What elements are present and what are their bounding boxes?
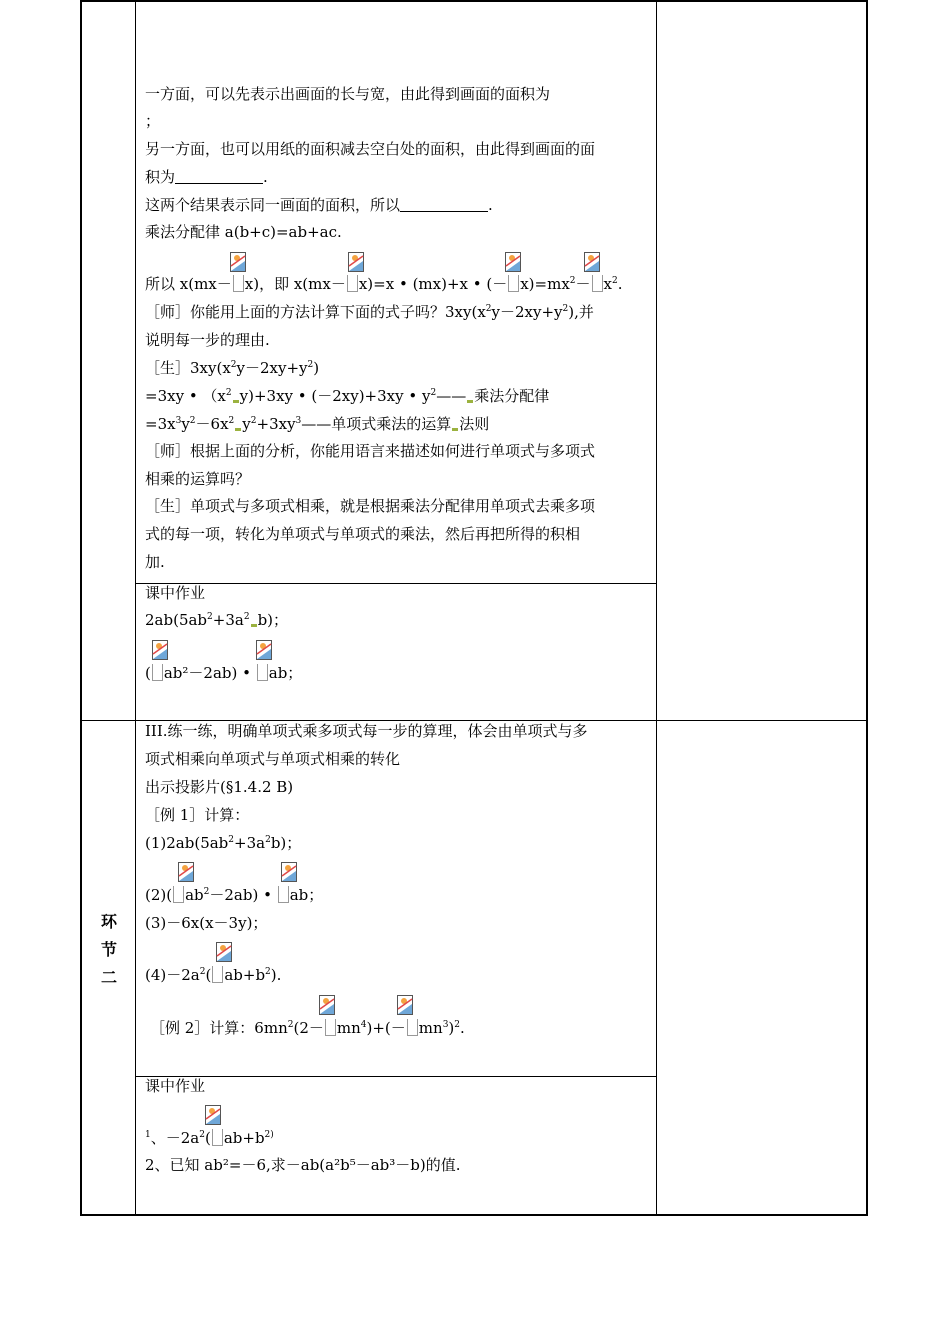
text-run: ［例 2］计算：6mn	[150, 1019, 288, 1037]
table-border-top	[80, 0, 868, 2]
paragraph-line: ［生$]3xy(x^2y-2xy+y^2)$	[145, 359, 320, 377]
table-border-bottom	[80, 1214, 868, 1216]
text-run: ［生］3xy(x	[145, 359, 231, 377]
paragraph-line: III.练一练，明确单项式乘多项式每一步的算理，体会由单项式与多	[145, 722, 588, 740]
fraction-image-icon	[205, 1105, 221, 1125]
homework-item: 2、已知 ab²=－6,求－ab(a²b⁵－ab³－b)的值.	[145, 1156, 461, 1174]
homework-title: 课中作业	[145, 584, 206, 602]
fraction-box	[173, 886, 184, 903]
row-divider	[135, 1076, 657, 1077]
homework-item: ( ab²－2ab) • ab；	[145, 664, 303, 682]
fraction-box	[508, 275, 519, 292]
section-label-char: 节	[100, 940, 117, 959]
fraction-image-icon	[256, 640, 272, 660]
example-title: ［例 1］计算：	[145, 806, 250, 824]
fraction-box	[592, 275, 603, 292]
paragraph-line: 相乘的运算吗？	[145, 470, 251, 488]
paragraph-line: ；	[145, 112, 161, 130]
text-run: =3x	[145, 415, 176, 433]
fraction-box	[212, 1129, 223, 1146]
fill-blank	[175, 169, 263, 184]
text-run: ab²－2ab) •	[163, 664, 251, 682]
fraction-image-icon	[216, 942, 232, 962]
text-run: ［师］你能用上面的方法计算下面的式子吗？3xy(x	[145, 303, 486, 321]
paragraph-line: ［师］根据上面的分析，你能用语言来描述如何进行单项式与多项式	[145, 442, 596, 460]
fill-blank	[400, 197, 488, 212]
fraction-image-icon	[178, 862, 194, 882]
homework-item: $2ab(5ab^2+3a^2$ b)；	[145, 611, 289, 629]
example-item: $(4)-2a^2$( $ab+b^2$).	[145, 966, 282, 984]
text-run: 2ab(5ab	[145, 611, 208, 629]
paragraph-line: 乘法分配律 a(b+c)=ab+ac.	[145, 223, 342, 241]
fraction-box	[325, 1019, 336, 1036]
example-item: (3)－6x(x－3y)；	[145, 914, 268, 932]
fraction-image-icon	[152, 640, 168, 660]
formula-line: 所以 x(mx－ x)，即 x(mx－ x)=x • (mx)+x • (－ $x)=mx^2- x^2$.	[145, 275, 623, 293]
text-run: 这两个结果表示同一画面的面积，所以	[145, 196, 401, 214]
paragraph-line: 项式相乘向单项式与单项式相乘的转化	[145, 750, 401, 768]
fraction-box	[257, 664, 268, 681]
homework-item: $^1$、$-2a^2$( $ab+b^{2)}$	[145, 1129, 274, 1147]
example-item: (2)( $ab^2-2ab$) • ab；	[145, 886, 324, 904]
fraction-image-icon	[584, 252, 600, 272]
text-run: 所以 x(mx－	[145, 275, 232, 293]
homework-title: 课中作业	[145, 1077, 206, 1095]
table-column-divider	[656, 0, 657, 1216]
section-label-char: 二	[100, 968, 117, 987]
table-border-left	[80, 0, 82, 1216]
paragraph-line: 加.	[145, 553, 165, 571]
paragraph-line: 说明每一步的理由.	[145, 331, 270, 349]
fraction-box	[212, 966, 223, 983]
paragraph-line: 一方面，可以先表示出画面的长与宽，由此得到画面的面积为	[145, 85, 551, 103]
paragraph-line: 积为 .	[145, 168, 268, 186]
paragraph-line: 出示投影片(§1.4.2 B)	[145, 778, 294, 796]
fraction-image-icon	[319, 995, 335, 1015]
paragraph-line: =3xy • （$x^2$ y)+3xy • (－2xy)+3xy • $y^2——$ 乘法分配律	[145, 387, 550, 405]
fraction-box	[233, 275, 244, 292]
section-label-char: 环	[100, 912, 117, 931]
fraction-box	[407, 1019, 418, 1036]
table-column-divider	[135, 0, 136, 1216]
paragraph-line: 这两个结果表示同一画面的面积，所以 .	[145, 196, 493, 214]
text-run: =3xy • （x	[145, 387, 226, 405]
fraction-image-icon	[505, 252, 521, 272]
text-run: (1)2ab(5ab	[145, 834, 229, 852]
fraction-image-icon	[281, 862, 297, 882]
fraction-box	[278, 886, 289, 903]
fraction-box	[347, 275, 358, 292]
paragraph-line: ［生］单项式与多项式相乘，就是根据乘法分配律用单项式去乘多项	[145, 497, 596, 515]
fraction-image-icon	[397, 995, 413, 1015]
example-title: ［例 2］计算：$6mn^2(2- mn^4)+(- mn^3)^2$.	[150, 1019, 465, 1037]
paragraph-line: 另一方面，也可以用纸的面积减去空白处的面积，由此得到画面的面	[145, 140, 596, 158]
table-border-right	[866, 0, 868, 1216]
fraction-image-icon	[230, 252, 246, 272]
fraction-box	[152, 664, 163, 681]
row-divider	[135, 583, 657, 584]
fraction-image-icon	[348, 252, 364, 272]
paragraph-line: $=3x^3y^2-6x^2$ $y^2+3xy^3——$单项式乘法的运算 法则	[145, 415, 490, 433]
paragraph-line: 式的每一项，转化为单项式与单项式的乘法，然后再把所得的积相	[145, 525, 581, 543]
text-run: 积为	[145, 168, 176, 186]
paragraph-line: ［师］你能用上面的方法计算下面的式子吗？$3xy(x^2y-2xy+y^2)$,并	[145, 303, 594, 321]
example-item: $(1)2ab(5ab^2+3a^2b)$；	[145, 834, 302, 852]
